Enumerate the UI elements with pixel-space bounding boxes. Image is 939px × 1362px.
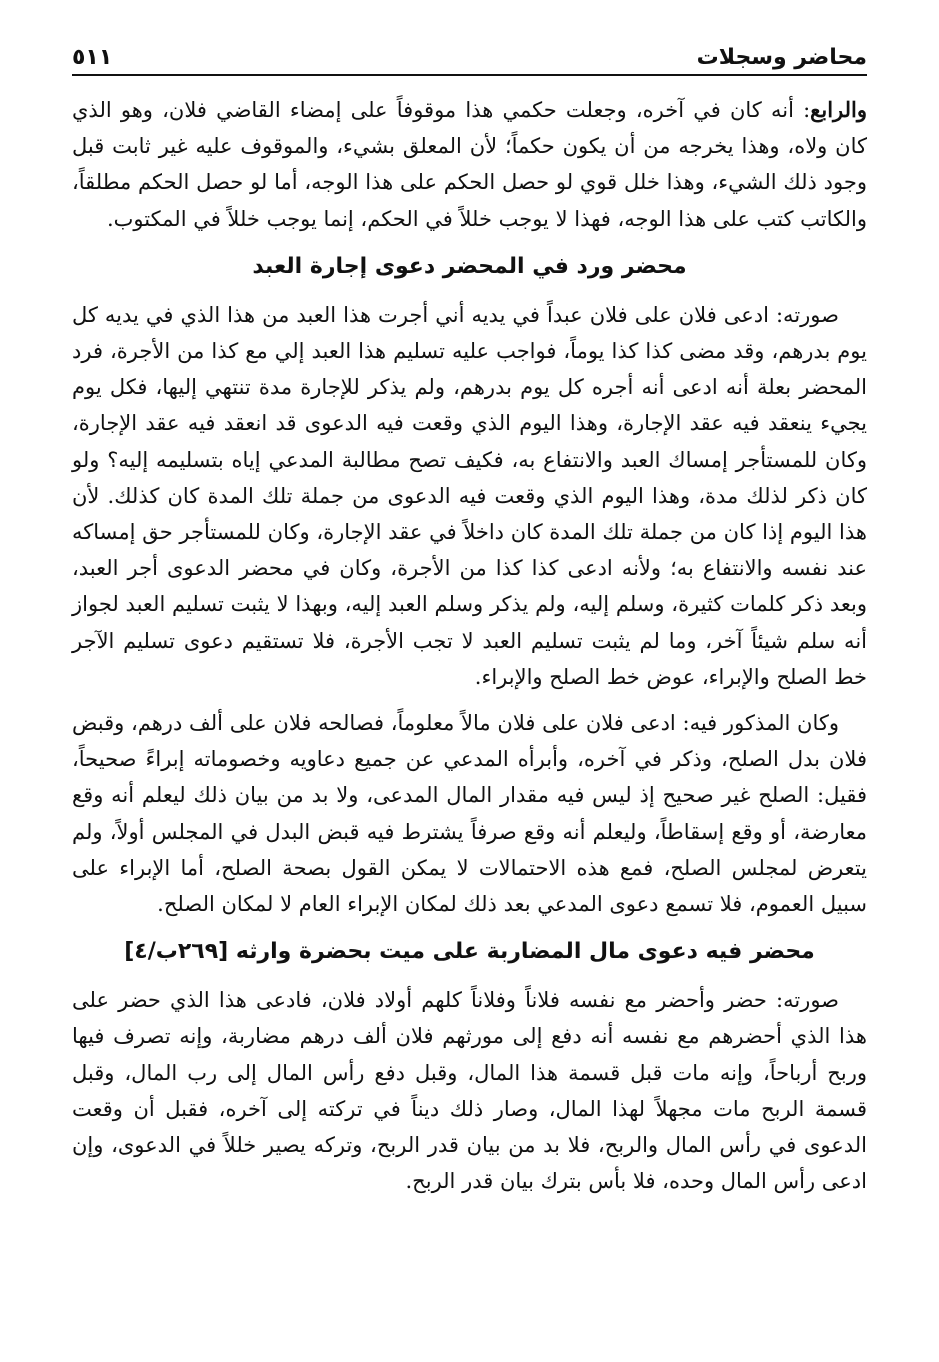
page-body [72, 92, 867, 1199]
intro-lead-word: والرابع [810, 97, 867, 122]
running-title: محاضر وسجلات [696, 45, 867, 70]
page-number: ٥١١ [72, 45, 113, 70]
intro-paragraph [72, 92, 867, 237]
section1-paragraph-2: وكان المذكور فيه: ادعى فلان على فلان مالاً معلوماً، فصالحه فلان على ألف درهم، وقبض فلان بدل الصلح، وذكر في آخره، وأبرأه المدعي عن جميع دعاويه وخصوماته إبراءً صحيحاً، فقيل: الصلح غير صحيح إذ ليس فيه مقدار المال المدعى، ولا بد من بيان ذلك ليعلم أنه وقع معارضة، أو وقع إسقاطاً، وليعلم أنه وقع صرفاً يشترط فيه قبض البدل في المجلس أولاً، ولم يتعرض لمجلس الصلح، فمع هذه الاحتمالات لا يمكن القول بصحة الصلح، أما الإبراء على سبيل العموم، فلا تسمع دعوى المدعي بعد ذلك لمكان الإبراء العام لا لمكان الصلح. [72, 711, 867, 917]
section-heading-mudaraba-claim: محضر فيه دعوى مال المضاربة على ميت بحضرة وارثه [٢٦٩ب/٤] [124, 939, 815, 965]
header-rule [72, 74, 867, 76]
paragraph-gap [72, 695, 867, 705]
intro-text: : أنه كان في آخره، وجعلت حكمي هذا موقوفاً على إمضاء القاضي فلان، وهو الذي كان ولاه، وهذا يخرجه من أن يكون حكماً؛ لأن المعلق بشيء، والموقوف عليه غير ثابت قبل وجود ذلك الشيء، وهذا خلل قوي لو حصل الحكم على هذا الوجه، أما لو حصل الحكم مطلقاً، والكاتب كتب على هذا الوجه، فهذا لا يوجب خللاً في الحكم، إنما يوجب خللاً في المكتوب. [72, 98, 867, 231]
section1-paragraph-1: صورته: ادعى فلان على فلان عبداً في يديه أني أجرت هذا العبد من هذا الذي في يديه كل يوم بدرهم، وقد مضى كذا كذا يوماً، فواجب عليه تسليم هذا العبد إلي مع كذا من الأجرة، فرد المحضر بعلة أنه ادعى أنه أجره كل يوم بدرهم، ولم يذكر للإجارة مدة تنتهي إليها، فكل يوم يجيء ينعقد فيه عقد الإجارة، وهذا اليوم الذي وقعت فيه الدعوى قد انعقد فيه عقد الإجارة، وكان للمستأجر إمساك العبد والانتفاع به، فكيف تصح مطالبة المدعي إياه بتسليمه إليه؟ ولو كان ذكر لذلك مدة، وهذا اليوم الذي وقعت فيه الدعوى من جملة تلك المدة كان كذلك. لأن هذا اليوم إذا كان من جملة تلك المدة كان داخلاً في عقد الإجارة، وكان للمستأجر حق إمساكه عند نفسه والانتفاع به؛ ولأنه ادعى كذا كذا من الأجرة، وكان في محضر الدعوى أجر العبد، وبعد ذكر كلمات كثيرة، وسلم إليه، ولم يذكر وسلم العبد إليه، وبهذا لا يثبت تسليم العبد لجواز أنه سلم شيئاً آخر، وما لم يثبت تسليم العبد لا تجب الأجرة، فلا تستقيم دعوى تسليم الآجر خط الصلح والإبراء، عوض خط الصلح والإبراء. [72, 302, 867, 689]
running-header [72, 28, 867, 70]
section2-paragraph-1: صورته: حضر وأحضر مع نفسه فلاناً وفلاناً كلهم أولاد فلان، فادعى هذا الذي حضر على هذا الذي أحضرهم مع نفسه أنه دفع إلى مورثهم فلان ألف درهم مضاربة، وإنه تصرف فيها وربح أرباحاً، وإنه مات قبل قسمة هذا المال، وقبل دفع رأس المال إلى رب المال، وقبل قسمة الربح مات مجهلاً لهذا المال، وصار ذلك ديناً في تركته إلى آخره، فقبل أن وقعت الدعوى في رأس المال والربح، فلا بد من بيان قدر الربح، وتركه يصير خللاً في الدعوى، وإن ادعى رأس المال وحده، فلا بأس بترك بيان قدر الربح. [72, 988, 867, 1194]
section-heading-slave-lease: محضر ورد في المحضر دعوى إجارة العبد [252, 253, 687, 279]
